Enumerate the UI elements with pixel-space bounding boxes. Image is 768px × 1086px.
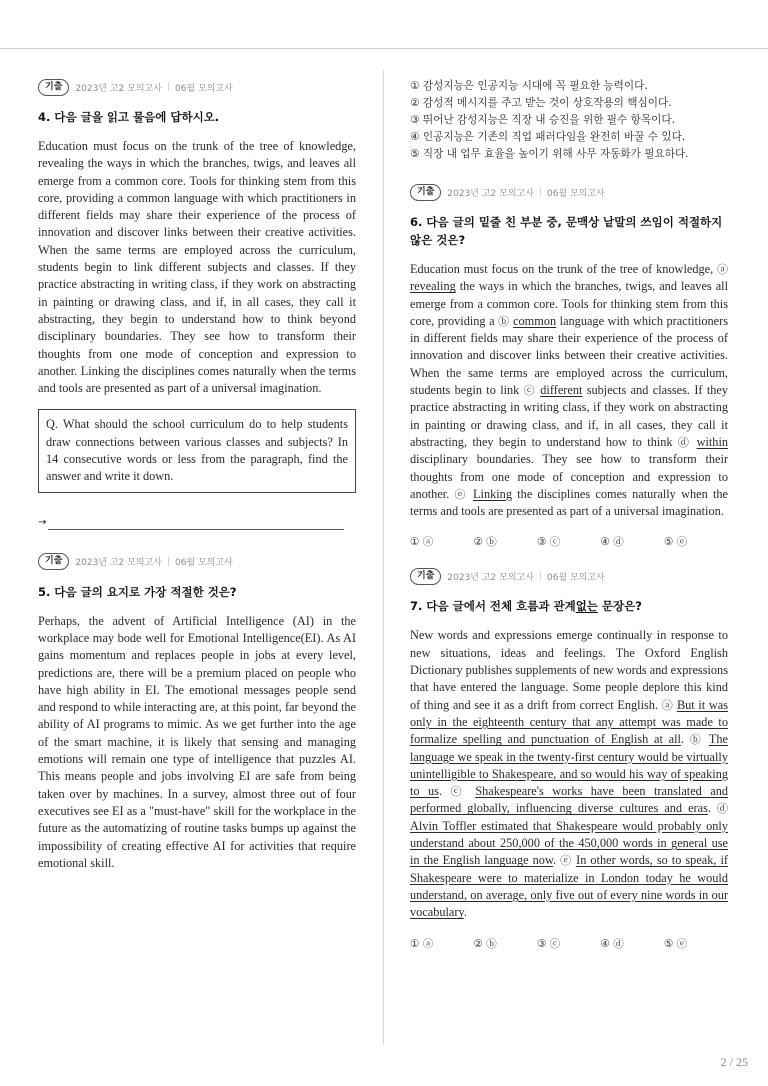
q6-choice-2[interactable]: ② ⓑ bbox=[473, 536, 497, 549]
q5-option-5[interactable]: ⑤ 직장 내 업무 효율을 높이기 위해 사무 자동화가 필요하다. bbox=[410, 148, 689, 160]
question-5 bbox=[38, 553, 356, 872]
q6-passage bbox=[410, 261, 728, 520]
sentence-b: The language we speak in the twenty-first century would be virtually unintelligible to Shakespeare, and so would his way of speaking to us bbox=[410, 732, 728, 799]
q6-text: language with which practitioners in different fields may share their experience of the process of innovation and discover links between their creative activities. When the same terms are employed across the curriculum, students begin to link bbox=[410, 313, 728, 398]
marker-a: ⓐ bbox=[661, 698, 674, 712]
marker-e: ⓔ bbox=[454, 487, 468, 501]
marker-c: ⓒ bbox=[523, 384, 536, 398]
marker-a: ⓐ bbox=[717, 263, 728, 276]
tag-separator: | bbox=[166, 556, 170, 567]
q7-month: 06월 모의고사 bbox=[546, 572, 605, 583]
q6-text: the disciplines comes naturally when the terms and tools are presented as part of a universal imagination. bbox=[410, 486, 729, 519]
q5-option-3[interactable]: ③ 뛰어난 감성지능은 직장 내 승진을 위한 필수 항목이다. bbox=[410, 114, 675, 126]
q5-year: 2023년 고2 모의고사 bbox=[75, 558, 162, 569]
sentence-c: Shakespeare's works have been translated and performed globally, influencing diverse cultures and eras bbox=[410, 784, 729, 816]
exam-badge: 기출 bbox=[410, 568, 441, 585]
q6-month: 06월 모의고사 bbox=[546, 188, 605, 199]
q7-title-text: 문장은? bbox=[597, 599, 642, 614]
q7-text: . bbox=[553, 853, 561, 868]
top-rule bbox=[0, 48, 768, 49]
q4-answer-line[interactable] bbox=[38, 516, 356, 533]
q6-text: Education must focus on the trunk of the tree of knowledge, bbox=[410, 262, 717, 276]
q6-choice-3[interactable]: ③ ⓒ bbox=[537, 536, 561, 549]
underlined-word-e: Linking bbox=[473, 486, 512, 501]
sentence-a: But it was only in the eighteenth century that any attempt was made to formalize spelling and punctuation of English at all bbox=[410, 697, 729, 747]
q4-month: 06월 모의고사 bbox=[174, 83, 233, 94]
question-7 bbox=[410, 567, 728, 950]
q5-option-2[interactable]: ② 감성적 메시지를 주고 받는 것이 상호작용의 핵심이다. bbox=[410, 97, 672, 109]
q7-choice-2[interactable]: ② ⓑ bbox=[473, 937, 497, 950]
q4-tagline bbox=[38, 78, 356, 96]
q6-choice-5[interactable]: ⑤ ⓔ bbox=[664, 536, 688, 549]
column-divider bbox=[383, 70, 384, 1045]
q7-choices bbox=[410, 936, 728, 951]
marker-b: ⓑ bbox=[498, 314, 510, 328]
q7-choice-5[interactable]: ⑤ ⓔ bbox=[664, 937, 688, 950]
underlined-word-b: common bbox=[513, 313, 557, 328]
right-column bbox=[410, 78, 728, 951]
marker-b: ⓑ bbox=[689, 733, 704, 747]
tag-separator: | bbox=[538, 571, 542, 582]
q7-text: . bbox=[707, 801, 717, 816]
q7-title-text: 7. 다음 글에서 전체 흐름과 관계 bbox=[410, 599, 576, 614]
tag-separator: | bbox=[166, 82, 170, 92]
underlined-word-d: within bbox=[696, 434, 729, 449]
exam-badge: 기출 bbox=[410, 184, 441, 201]
q5-tagline bbox=[38, 553, 356, 571]
q7-text: . bbox=[438, 784, 451, 799]
exam-badge: 기출 bbox=[38, 553, 69, 570]
q5-option-1[interactable]: ① 감성지능은 인공지능 시대에 꼭 필요한 능력이다. bbox=[410, 80, 648, 92]
q7-title-emphasis: 없는 bbox=[575, 599, 598, 614]
question-6 bbox=[410, 183, 728, 549]
q4-passage: Education must focus on the trunk of the tree of knowledge, revealing the ways in which the branches, twigs, and leaves all emerge from a common core. Tools for thinking stem from this core, providing a common language with which practitioners in different fields may share their experience of the process of innovation and discover links between their creative activities. When the same terms are employed across the curriculum, students begin to link different subjects and classes. If they practice abstracting in writing class, if they work on abstracting in painting or drawing class, and if, in all cases, they call it abstracting, they begin to understand how to think beyond disciplinary boundaries. They see how to transform their thoughts from one mode of conception and expression to another. Linking the disciplines comes naturally when the terms and tools are presented as part of a universal imagination. bbox=[38, 139, 356, 396]
q4-year: 2023년 고2 모의고사 bbox=[75, 83, 162, 94]
question-4 bbox=[38, 78, 356, 533]
tag-separator: | bbox=[538, 187, 542, 197]
q5-title: 5. 다음 글의 요지로 가장 적절한 것은? bbox=[38, 584, 237, 599]
q7-passage bbox=[410, 627, 728, 921]
q7-choice-1[interactable]: ① ⓐ bbox=[410, 937, 434, 950]
q7-choice-4[interactable]: ④ ⓓ bbox=[600, 937, 624, 950]
marker-d: ⓓ bbox=[716, 802, 728, 816]
q6-text: disciplinary boundaries. They see how to transform their thoughts from one mode of conception and expression to another. bbox=[410, 452, 728, 501]
answer-underline bbox=[48, 529, 344, 530]
q7-title bbox=[410, 597, 728, 615]
q4-title: 4. 다음 글을 읽고 물음에 답하시오. bbox=[38, 110, 220, 124]
q6-choice-1[interactable]: ① ⓐ bbox=[410, 536, 434, 549]
marker-e: ⓔ bbox=[560, 854, 573, 868]
marker-d: ⓓ bbox=[677, 435, 692, 449]
q5-passage: Perhaps, the advent of Artificial Intelligence (AI) in the workplace may bode well for Emotional Intelligence(EI). As AI gains momentum and replaces people in jobs at every level, predictions are, there will be a premium placed on people who have high ability in EI. The emotional messages people send and respond to while interacting are, at this point, far beyond the ability of AI programs to mimic. As we get further into the age of the smart machine, it is likely that sensing and managing emotions will remain one type of intelligence that puzzles AI. This means people and jobs involving EI are safe from being taken over by machines. In a survey, almost three out of four executives see EI as a "must-have" skill for the workplace in the future as the automatizing of routine tasks bumps up against the impossibility of creating effective AI for activities that require emotional skill. bbox=[38, 613, 356, 870]
q5-option-4[interactable]: ④ 인공지능은 기존의 직업 패러다임을 완전히 바꿀 수 있다. bbox=[410, 131, 686, 143]
q6-text: subjects and classes. If they practice abstracting in writing class, if they work on abstracting in painting or drawing class, and if, in all cases, they call it abstracting, they begin to understand how to think bbox=[410, 383, 729, 449]
page-number: 2 / 25 bbox=[720, 1055, 748, 1069]
q6-year: 2023년 고2 모의고사 bbox=[447, 188, 534, 199]
q7-year: 2023년 고2 모의고사 bbox=[447, 572, 534, 583]
arrow-icon: → bbox=[38, 516, 47, 528]
sentence-d: Alvin Toffler estimated that Shakespeare would probably only understand about 250,000 of the 450,000 words in general use in the English language now bbox=[410, 818, 728, 868]
q6-choices bbox=[410, 534, 728, 549]
exam-badge: 기출 bbox=[38, 79, 69, 96]
underlined-word-c: different bbox=[540, 383, 583, 398]
underlined-word-a: revealing bbox=[410, 279, 456, 294]
q7-text: New words and expressions emerge continually in response to new situations, ideas and feelings. The Oxford English Dictionary publishes supplements of new words and expressions that have entered the language. Some people deplore this kind of thing and see it as a drift from correct English. bbox=[410, 628, 728, 712]
q6-choice-4[interactable]: ④ ⓓ bbox=[600, 536, 624, 549]
q6-tagline bbox=[410, 183, 728, 201]
q6-title: 6. 다음 글의 밑줄 친 부분 중, 문맥상 낱말의 쓰임이 적절하지 않은 것은? bbox=[410, 215, 723, 247]
q5-options bbox=[410, 78, 728, 163]
q7-tagline bbox=[410, 567, 728, 585]
q4-question-box: Q. What should the school curriculum do to help students draw connections between various classes and subjects? In 14 consecutive words or less from the paragraph, find the answer and write it down. bbox=[38, 409, 356, 492]
sentence-e: In other words, so to speak, if Shakespeare were to materialize in London today he would understand, on average, only five out of every nine words in our vocabulary bbox=[410, 853, 728, 920]
left-column bbox=[38, 78, 356, 872]
q7-text: . bbox=[680, 732, 690, 747]
marker-c: ⓒ bbox=[450, 785, 467, 799]
q6-text: the ways in which the branches, twigs, and leaves all emerge from a common core. Tools for thinking stem from this core, providing a bbox=[410, 279, 728, 328]
q7-text: . bbox=[463, 905, 467, 920]
q5-month: 06월 모의고사 bbox=[174, 558, 233, 569]
q7-choice-3[interactable]: ③ ⓒ bbox=[537, 937, 561, 950]
